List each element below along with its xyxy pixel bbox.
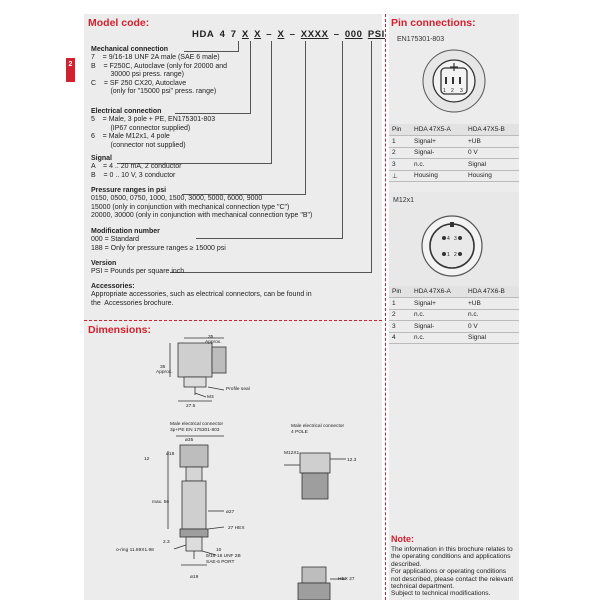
section-line: (IP67 connector supplied) [91, 124, 191, 132]
table-header-cell: HDA 47X5-B [465, 124, 519, 136]
section-line: A = 4 .. 20 mA, 2 conductor [91, 163, 182, 171]
dim-label: max. 56 [152, 500, 170, 505]
din-pin-number: 3 [460, 88, 463, 94]
dim-label: 12.3 [347, 458, 357, 463]
dim-label: ø18 [166, 452, 175, 457]
table-cell: 3 [389, 159, 411, 171]
table-row [389, 136, 519, 148]
dim-label: 27.5 [186, 404, 196, 409]
hex-nut [180, 529, 208, 537]
code-part: X [254, 29, 262, 40]
dim-label: Male electrical connector [170, 422, 224, 427]
code-part: XXXX [300, 29, 329, 40]
table-row [389, 332, 519, 344]
model-code-string [192, 29, 387, 40]
table-header-row [389, 124, 519, 136]
table-header-cell: HDA 47X5-A [411, 124, 465, 136]
section-title: Pressure ranges in psi [91, 187, 167, 194]
table-header-cell: HDA 47X6-A [411, 286, 465, 298]
dimensions-heading: Dimensions: [88, 324, 152, 336]
note-line: The information in this brochure relates to [391, 546, 513, 553]
electrical-connection-section [91, 108, 341, 150]
table-cell: Housing [465, 170, 519, 182]
note-line: described. [391, 560, 422, 568]
dim-label: M3 [207, 395, 214, 400]
table-cell: 2 [389, 309, 411, 321]
table-cell: 1 [389, 136, 411, 148]
dim-label: 35 [208, 335, 214, 340]
section-line: B = F250C, Autoclave (only for 20000 and [91, 62, 228, 70]
section-divider [84, 320, 382, 321]
dim-label: Approx. [156, 370, 173, 375]
model-code-heading: Model code: [88, 17, 150, 29]
table-row [389, 170, 519, 182]
section-title: Modification number [91, 228, 160, 235]
code-part: X [241, 29, 249, 40]
table-cell: n.c. [411, 159, 465, 171]
table-header-cell: Pin [389, 286, 411, 298]
section-title: Mechanical connection [91, 46, 169, 53]
note-body [391, 546, 521, 598]
note-line: technical department. [391, 583, 455, 591]
table-cell: 0 V [465, 321, 519, 333]
table-cell: ⊥ [389, 170, 411, 182]
table-row [389, 321, 519, 333]
table-cell: Signal+ [411, 298, 465, 310]
din-connector-drawing [421, 48, 487, 114]
connector-head [180, 445, 208, 467]
code-part: HDA [192, 29, 215, 40]
table-cell: n.c. [465, 309, 519, 321]
table-cell: n.c. [411, 332, 465, 344]
dim-label: 12 [144, 457, 150, 462]
table-cell: 3 [389, 321, 411, 333]
section-line: C = SF 250 CX20, Autoclave [91, 79, 187, 87]
din-pin-number: 2 [451, 88, 454, 94]
dim-label: Male electrical connector [291, 424, 345, 429]
table-cell: Signal [465, 332, 519, 344]
pin-table-m12 [389, 286, 519, 344]
modification-number-section [91, 228, 341, 253]
section-title: Signal [91, 155, 113, 162]
section-title: Version [91, 260, 117, 267]
table-cell: Signal+ [411, 136, 465, 148]
dim-label: Approx. [205, 340, 222, 345]
section-line: 7 = 9/16-18 UNF 2A male (SAE 6 male) [91, 54, 220, 62]
m12-pin-number: 1 [447, 252, 450, 258]
m12-body [302, 473, 328, 499]
note-line: Subject to technical modifications. [391, 590, 491, 598]
dim-label: 9/16-18 UNF 2B [206, 554, 241, 559]
column-divider [385, 14, 386, 600]
code-part: 7 [230, 29, 237, 40]
din-pin-number: 1 [443, 88, 446, 94]
note-heading: Note: [391, 534, 414, 544]
m12-pin-number: 2 [454, 252, 457, 258]
table-cell: +UB [465, 136, 519, 148]
section-line: 5 = Male, 3 pole + PE, EN175301-803 [91, 116, 216, 124]
table-cell: Signal [465, 159, 519, 171]
sensor-tube [182, 481, 206, 529]
table-cell: 4 [389, 332, 411, 344]
dim-label: Profile seal [226, 387, 250, 392]
section-line: Appropriate accessories, such as electrical connectors, can be found in [91, 291, 312, 299]
table-cell: 2 [389, 147, 411, 159]
pin-table-din [389, 124, 519, 182]
table-row [389, 298, 519, 310]
accessories-section [91, 283, 376, 308]
dim-label: SAE-6 PORT [206, 560, 235, 565]
dim-label: 4 POLE [291, 430, 308, 435]
table-cell: n.c. [411, 309, 465, 321]
code-part: – [289, 29, 296, 40]
table-cell: 0 V [465, 147, 519, 159]
section-line: B = 0 .. 10 V, 3 conductor [91, 171, 176, 179]
table-cell: Signal- [411, 147, 465, 159]
m12-connector-label: M12x1 [393, 197, 415, 204]
section-line: (only for "15000 psi" press. range) [91, 88, 217, 96]
pressure-ranges-section [91, 187, 376, 221]
sensor-neck [184, 377, 206, 387]
dim-label: 10 [216, 548, 222, 553]
table-cell: 1 [389, 298, 411, 310]
dim-label: 2.3 [163, 540, 170, 545]
table-header-cell: HDA 47X6-B [465, 286, 519, 298]
dim-label: o-ring 11.89X1.98 [116, 548, 154, 553]
version-section [91, 260, 341, 277]
dim-label: 27 HEX [228, 526, 245, 531]
code-part: – [333, 29, 340, 40]
note-line: the operating conditions and applications [391, 553, 511, 561]
m12-head [300, 453, 330, 473]
dim-label: HEX 27 [338, 577, 355, 582]
dim-label: ø35 [185, 438, 194, 443]
m12-pin-number: 3 [454, 236, 457, 242]
note-line: For applications or operating conditions [391, 568, 507, 576]
table-row [389, 309, 519, 321]
section-line: 6 = Male M12x1, 4 pole [91, 133, 170, 141]
table-header-cell: Pin [389, 124, 411, 136]
din-connector-label: EN175301-803 [397, 36, 445, 43]
section-line: 188 = Only for pressure ranges ≥ 15000 psi [91, 244, 226, 252]
table-cell: Housing [411, 170, 465, 182]
dim-label: 35 [160, 365, 166, 370]
section-line: 20000, 30000 (only in conjunction with mechanical connection type "B") [91, 212, 313, 220]
code-part: X [277, 29, 285, 40]
dim-label: ø27 [226, 510, 235, 515]
section-line: 000 = Standard [91, 236, 140, 244]
section-line: (connector not supplied) [91, 141, 186, 149]
code-part: 000 [344, 29, 363, 40]
signal-section [91, 155, 341, 180]
code-part: PSI [367, 29, 385, 40]
din-connector [212, 347, 226, 373]
table-cell: +UB [465, 298, 519, 310]
m12-connector-drawing [420, 214, 484, 278]
code-part: – [266, 29, 273, 40]
leader-line [371, 41, 372, 273]
dim-label: ø19 [190, 575, 199, 580]
section-line: PSI = Pounds per square inch [91, 268, 185, 276]
table-row [389, 147, 519, 159]
dim-label: 3p+PE EN 175301-803 [170, 428, 220, 433]
section-title: Electrical connection [91, 108, 162, 115]
note-line: not described, please contact the relevant [391, 575, 514, 583]
mechanical-connection-section [91, 46, 341, 96]
dim-label: M12X1 [284, 451, 300, 456]
code-part: 4 [219, 29, 226, 40]
section-line: the Accessories brochure. [91, 299, 174, 307]
pin-connections-heading: Pin connections: [391, 17, 476, 29]
m12-pin-number: 4 [447, 236, 450, 242]
section-line: 0150, 0500, 0750, 1000, 1500, 3000, 5000, 6000, 9000 [91, 195, 263, 203]
table-cell: Signal- [411, 321, 465, 333]
sensor-body-top [178, 343, 212, 377]
section-line: 15000 (only in conjunction with mechanical connection type "C") [91, 203, 290, 211]
table-row [389, 159, 519, 171]
page-tab: 2 [66, 58, 75, 82]
section-title: Accessories: [91, 283, 135, 290]
section-line: 30000 psi press. range) [91, 71, 184, 79]
table-header-row [389, 286, 519, 298]
